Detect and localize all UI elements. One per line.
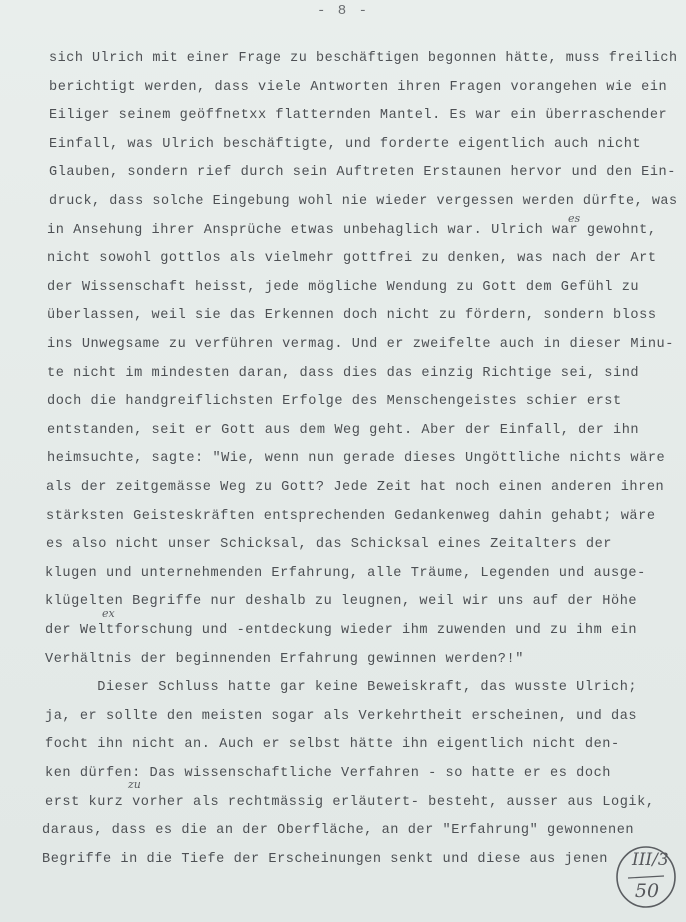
text-line: der Weltforschung und -entdeckung wieder ihm zuwenden und zu ihm ein [45,623,638,638]
stamp-signature-top: III/3 [632,850,669,870]
text-line: der Wissenschaft heisst, jede mögliche Wendung zu Gott dem Gefühl zu [47,279,640,295]
text-line: te nicht im mindesten daran, dass dies das einzig Richtige sei, sind [47,365,640,381]
handwritten-note: ex [102,607,115,620]
text-line: doch die handgreiflichsten Erfolge des Menschengeistes schier erst [47,394,622,410]
text-line: heimsuchte, sagte: "Wie, wenn nun gerade dieses Ungöttliche nichts wäre [47,451,666,467]
text-line: Verhältnis der beginnenden Erfahrung gewinnen werden?!" [45,651,524,667]
text-line: klugen und unternehmenden Erfahrung, alle Träume, Legenden und ausge- [45,565,646,581]
stamp-page-number: 50 [634,880,660,902]
text-line: Begriffe in die Tiefe der Erscheinungen senkt und diese aus jenen [42,851,608,867]
text-line: ja, er sollte den meisten sogar als Verkehrtheit erscheinen, und das [45,708,638,724]
text-line: ken dürfen: Das wissenschaftliche Verfahren - so hatte er es doch [45,766,611,781]
text-line: erst kurz vorher als rechtmässig erläutert- besteht, ausser aus Logik, [45,794,655,810]
page-number: - 8 - [316,3,369,19]
text-line: als der zeitgemässe Weg zu Gott? Jede Zeit hat noch einen anderen ihren [46,480,665,495]
text-line: in Ansehung ihrer Ansprüche etwas unbehaglich war. Ulrich war gewohnt, [47,222,657,238]
text-line: nicht sowohl gottlos als vielmehr gottfrei zu denken, was nach der Art [47,251,657,267]
text-line: es also nicht unser Schicksal, das Schicksal eines Zeitalters der [46,537,612,553]
text-line: entstanden, seit er Gott aus dem Weg geht. Aber der Einfall, der ihn [47,422,640,438]
text-line: Eiliger seinem geöffnetxx flatternden Mantel. Es war ein überraschender [49,108,668,124]
handwritten-note: es [568,212,581,225]
text-line: ins Unwegsame zu verführen vermag. Und er zweifelte auch in dieser Minu- [47,337,674,352]
text-line: überlassen, weil sie das Erkennen doch nicht zu fördern, sondern bloss [47,308,657,324]
text-line: Dieser Schluss hatte gar keine Beweiskraft, das wusste Ulrich; [45,680,638,696]
text-line: daraus, dass es die an der Oberfläche, an der "Erfahrung" gewonnenen [42,823,635,839]
text-line: sich Ulrich mit einer Frage zu beschäftigen begonnen hätte, muss freilich [49,51,678,66]
text-line: Einfall, was Ulrich beschäftigte, und forderte eigentlich auch nicht [49,136,642,152]
handwritten-note: zu [128,778,141,791]
text-line: druck, dass solche Eingebung wohl nie wieder vergessen werden dürfte, was [49,194,678,209]
text-line: focht ihn nicht an. Auch er selbst hätte ihn eigentlich nicht den- [45,737,620,753]
text-line: stärksten Geisteskräften entsprechenden Gedankenweg dahin gehabt; wäre [46,508,656,524]
text-line: klügelten Begriffe nur deshalb zu leugnen, weil wir uns auf der Höhe [45,594,638,610]
text-line: berichtigt werden, dass viele Antworten ihren Fragen vorangehen wie ein [49,79,668,95]
text-line: Glauben, sondern rief durch sein Auftreten Erstaunen hervor und den Ein- [49,165,676,181]
